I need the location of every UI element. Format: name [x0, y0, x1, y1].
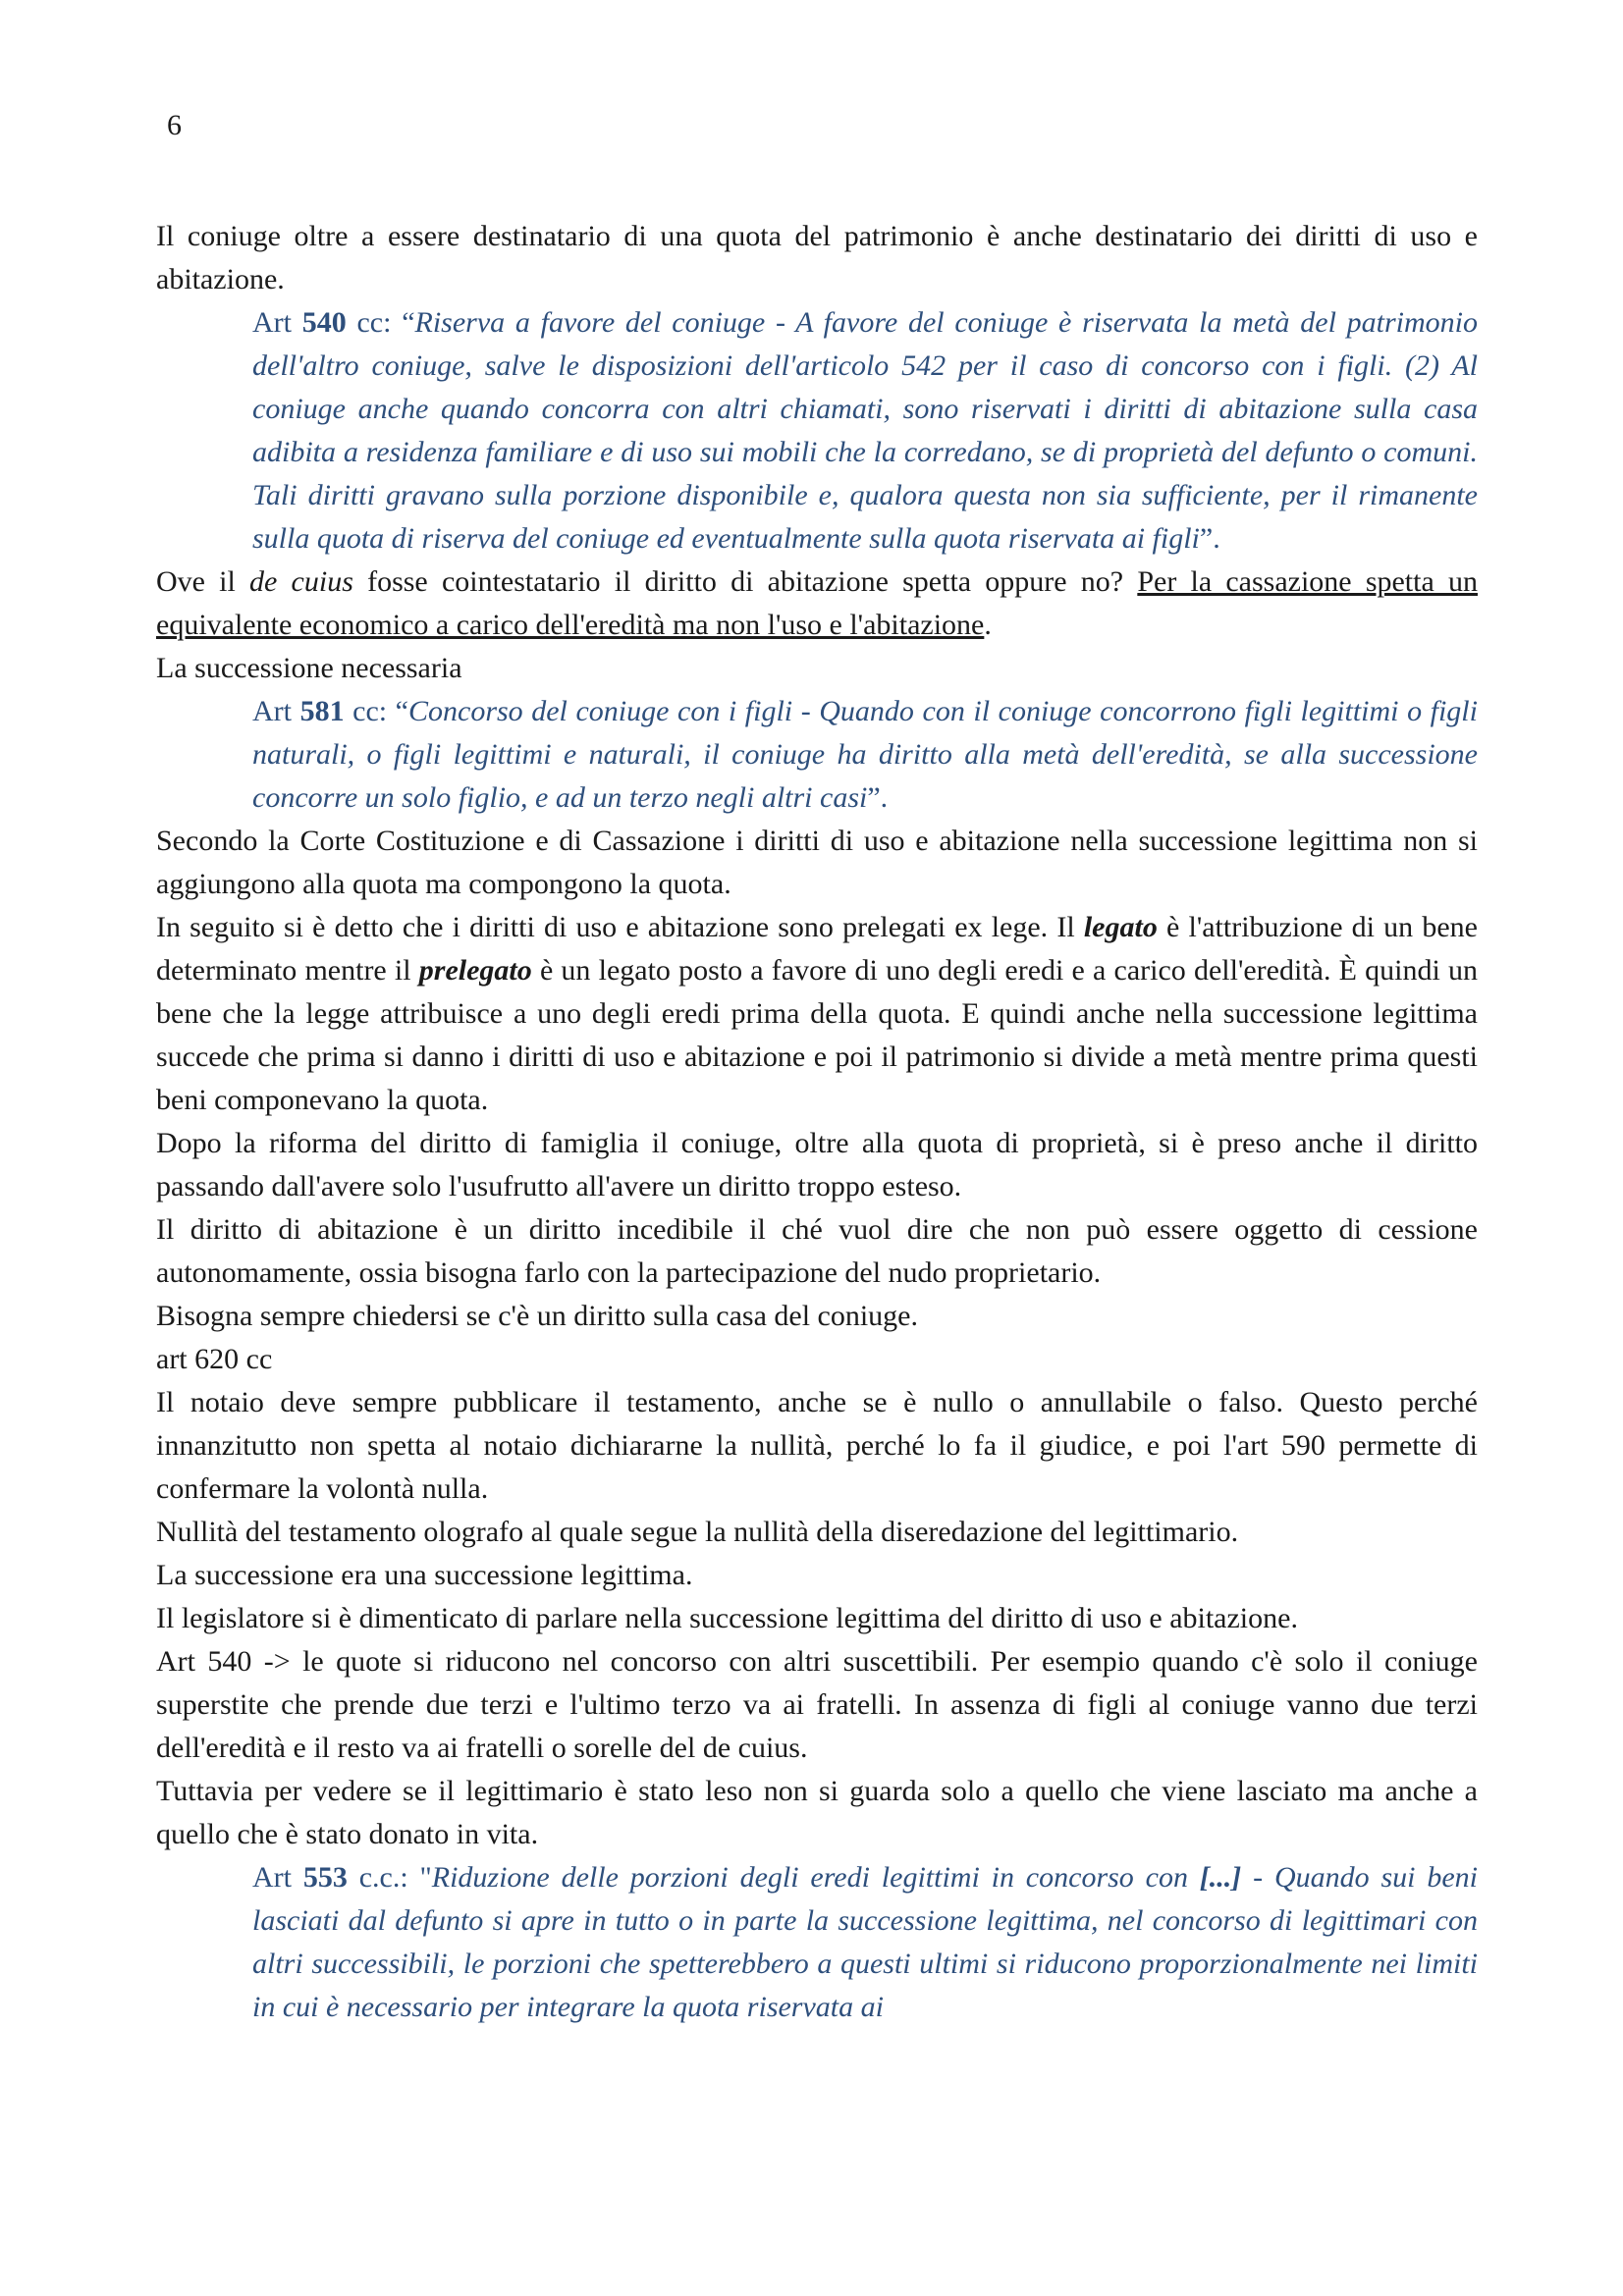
p5-part-e: è un legato posto a favore di uno degli eredi e a carico dell'eredità. È quindi un bene che la legge attribuisce a uno degli eredi prima della quota. E quindi anche nella successione legittima succede che prima si danno i diritti di uso e abitazione e poi il patrimonio si divide a metà mentre prima questi beni componevano la quota.: [156, 954, 1478, 1116]
paragraph-1: Il coniuge oltre a essere destinatario di una quota del patrimonio è anche destinatario dei diritti di uso e abitazione.: [156, 220, 1478, 295]
quote-art-label: Art: [252, 695, 300, 727]
quote-text: Concorso del coniuge con i figli - Quando con il coniuge concorrono figli legittimi o figli naturali, o figli legittimi e naturali, il coniuge ha diritto alla metà dell'eredità, se alla successione concorre un solo figlio, e ad un terzo negli altri casi: [252, 695, 1478, 814]
paragraph-4: Secondo la Corte Costituzione e di Cassazione i diritti di uso e abitazione nella successione legittima non si aggiungono alla quota ma compongono la quota.: [156, 825, 1478, 900]
quote-art-label: Art: [252, 306, 302, 339]
quote-art-581: [252, 690, 1478, 820]
paragraph-13: Il legislatore si è dimenticato di parlare nella successione legittima del diritto di uso e abitazione.: [156, 1602, 1298, 1634]
p2-underlined: Per la cassazione spetta un equivalente economico a carico dell'eredità ma non l'uso e l'abitazione: [156, 565, 1478, 641]
paragraph-7: Il diritto di abitazione è un diritto incedibile il ché vuol dire che non può essere oggetto di cessione autonomamente, ossia bisogna farlo con la partecipazione del nudo proprietario.: [156, 1213, 1478, 1289]
p5-part-c: è l'attribuzione di un bene determinato mentre il: [156, 911, 1478, 987]
paragraph-6: Dopo la riforma del diritto di famiglia il coniuge, oltre alla quota di proprietà, si è preso anche il diritto passando dall'avere solo l'usufrutto all'avere un diritto troppo esteso.: [156, 1127, 1478, 1202]
paragraph-8: Bisogna sempre chiedersi se c'è un diritto sulla casa del coniuge.: [156, 1300, 919, 1332]
quote-art-suffix: cc:: [344, 695, 396, 727]
quote-close-mark: ”.: [1199, 522, 1220, 555]
p2-part-c: fosse cointestatario il diritto di abitazione spetta oppure no?: [352, 565, 1138, 598]
p5-prelegato: prelegato: [418, 954, 532, 987]
paragraph-9: art 620 cc: [156, 1343, 273, 1375]
quote-art-label: Art: [252, 1861, 303, 1894]
quote-art-540: [252, 301, 1478, 561]
quote-text-part-2: - Quando sui beni lasciati dal defunto si apre in tutto o in parte la successione legittima, nel concorso di legittimari con altri successibili, le porzioni che spetterebbero a questi ultimi si riducono proporzionalmente nei limiti in cui è necessario per integrare la quota riservata ai: [252, 1861, 1478, 2023]
quote-open-mark: “: [402, 306, 415, 339]
quote-text-part-1: Riduzione delle porzioni degli eredi legittimi in concorso con: [431, 1861, 1200, 1894]
quote-art-number: 553: [302, 1861, 348, 1894]
paragraph-14: Art 540 -> le quote si riducono nel concorso con altri suscettibili. Per esempio quando c'è solo il coniuge superstite che prende due terzi e l'ultimo terzo va ai fratelli. In assenza di figli al coniuge vanno due terzi dell'eredità e il resto va ai fratelli o sorelle del de cuius.: [156, 1645, 1478, 1764]
document-body: [156, 215, 1478, 2029]
p2-part-a: Ove il: [156, 565, 250, 598]
paragraph-11: Nullità del testamento olografo al quale segue la nullità della diseredazione del legittimario.: [156, 1516, 1239, 1548]
quote-art-number: 540: [301, 306, 347, 339]
quote-open-mark: ": [419, 1861, 432, 1894]
paragraph-2: [156, 561, 1478, 647]
quote-close-mark: ”.: [867, 781, 889, 814]
quote-art-553: [252, 1856, 1478, 2029]
p5-legato: legato: [1083, 911, 1158, 943]
quote-art-number: 581: [299, 695, 345, 727]
p2-part-e: .: [984, 609, 992, 641]
quote-text: Riserva a favore del coniuge - A favore del coniuge è riservata la metà del patrimonio dell'altro coniuge, salve le disposizioni dell'articolo 542 per il caso di concorso con i figli. (2) Al coniuge anche quando concorra con altri chiamati, sono riservati i diritti di abitazione sulla casa adibita a residenza familiare e di uso sui mobili che la corredano, se di proprietà del defunto o comuni. Tali diritti gravano sulla porzione disponibile e, qualora questa non sia sufficiente, per il rimanente sulla quota di riserva del coniuge ed eventualmente sulla quota riservata ai figli: [252, 306, 1479, 555]
paragraph-10: Il notaio deve sempre pubblicare il testamento, anche se è nullo o annullabile o falso. Questo perché innanzitutto non spetta al notaio dichiararne la nullità, perché lo fa il giudice, e poi l'art 590 permette di confermare la volontà nulla.: [156, 1386, 1478, 1505]
quote-open-mark: “: [395, 695, 408, 727]
paragraph-3: La successione necessaria: [156, 652, 462, 684]
quote-ellipsis: [...]: [1199, 1861, 1242, 1894]
p5-part-a: In seguito si è detto che i diritti di uso e abitazione sono prelegati ex lege. Il: [156, 911, 1084, 943]
quote-art-suffix: cc:: [346, 306, 403, 339]
paragraph-12: La successione era una successione legittima.: [156, 1559, 693, 1591]
p2-de-cuius: de cuius: [249, 565, 353, 598]
paragraph-5: [156, 906, 1478, 1122]
quote-art-suffix: c.c.:: [347, 1861, 420, 1894]
paragraph-15: Tuttavia per vedere se il legittimario è stato leso non si guarda solo a quello che viene lasciato ma anche a quello che è stato donato in vita.: [156, 1775, 1478, 1850]
page-number: 6: [167, 109, 182, 141]
